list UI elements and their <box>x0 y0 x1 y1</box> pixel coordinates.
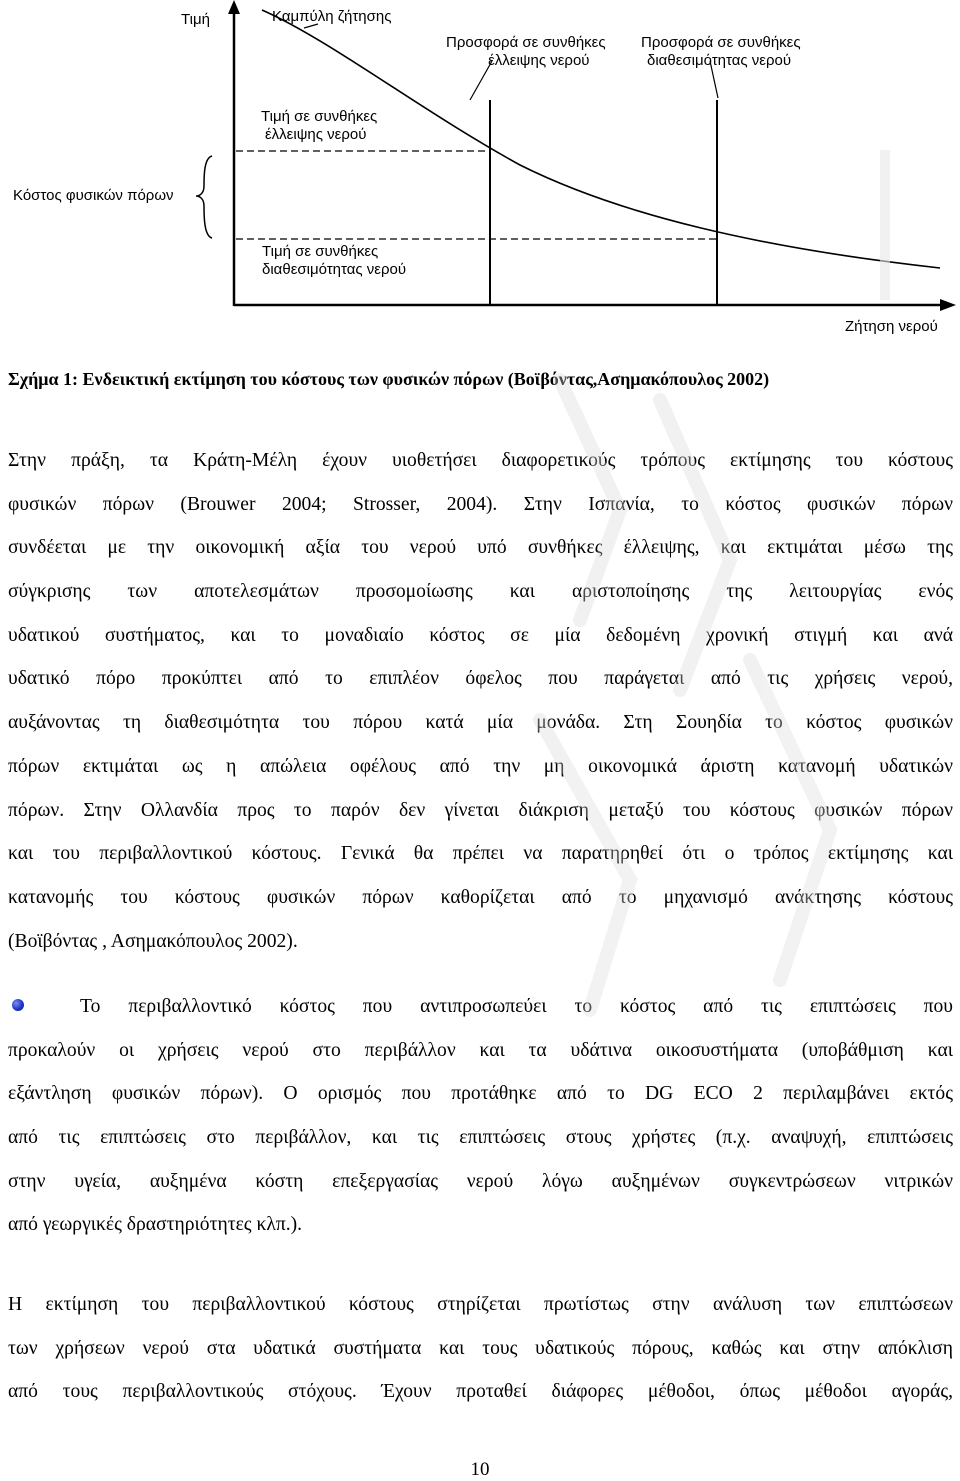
paragraph-line: Στην πράξη, τα Κράτη-Μέλη έχουν υιοθετήσει διαφορετικούς τρόπους εκτίμησης του κόστους <box>8 450 953 471</box>
paragraph-line: υδατικού συστήματος, και το μοναδιαίο κόστος σε μία δεδομένη χρονική στιγμή και ανά <box>8 624 953 646</box>
supply-availability-label: Προσφορά σε συνθήκες διαθεσιμότητας νερού <box>641 34 801 69</box>
paragraph-1 <box>8 439 953 963</box>
paragraph-line: από τους περιβαλλοντικούς στόχους. Έχουν προταθεί διάφορες μέθοδοι, όπως μέθοδοι αγοράς, <box>8 1381 953 1403</box>
paragraph-line: των χρήσεων νερού στα υδατικά συστήματα και τους υδατικούς πόρους, καθώς και στην απόκλιση <box>8 1337 953 1359</box>
paragraph-line: κατανομής του κόστους φυσικών πόρων καθορίζεται από το μηχανισμό ανάκτησης κόστους <box>8 886 953 908</box>
paragraph-line: από τις επιπτώσεις στο περιβάλλον, και τις επιπτώσεις στους χρήστες (π.χ. αναψυχή, επιπτώσεις <box>8 1127 953 1149</box>
paragraph-line: σύγκρισης των αποτελεσμάτων προσομοίωσης και αριστοποίησης της λειτουργίας ενός <box>8 581 953 603</box>
x-axis-arrow <box>940 299 956 311</box>
paragraph-line: προκαλούν οι χρήσεις νερού στο περιβάλλον και τα υδάτινα οικοσυστήματα (υποβάθμιση και <box>8 1039 953 1061</box>
paragraph-line: συνδέεται με την οικονομική αξία του νερού υπό συνθήκες έλλειψης, και εκτιμάται μέσω της <box>8 537 953 559</box>
paragraph-line: εξάντληση φυσικών πόρων). Ο ορισμός που προτάθηκε από το DG ECO 2 περιλαμβάνει εκτός <box>8 1083 953 1105</box>
price-scarcity-label: Τιμή σε συνθήκες έλλειψης νερού <box>261 108 378 143</box>
supply-scarcity-label: Προσφορά σε συνθήκες έλλειψης νερού <box>446 34 606 69</box>
resource-cost-label: Κόστος φυσικών πόρων <box>13 187 174 204</box>
paragraph-line: υδατικό πόρο προκύπτει από το επιπλέον όφελος που παράγεται από τις χρήσεις νερού, <box>8 668 953 690</box>
scan-artifact <box>880 150 890 300</box>
y-axis-label: Τιμή <box>181 11 210 28</box>
demand-curve-label: Καμπύλη ζήτησης <box>272 8 392 25</box>
paragraph-line: φυσικών πόρων (Brouwer 2004; Strosser, 2004). Στην Ισπανία, το κόστος φυσικών πόρων <box>8 493 953 515</box>
paragraph-line: αυξάνοντας τη διαθεσιμότητα του πόρου κατά μία μονάδα. Στη Σουηδία το κόστος φυσικών <box>8 712 953 734</box>
y-axis-arrow <box>228 0 240 14</box>
figure-caption: Σχήμα 1: Ενδεικτική εκτίμηση του κόστους των φυσικών πόρων (Βοϊβόντας,Ασημακόπουλος 2002) <box>8 369 770 389</box>
paragraph-line: πόρων. Στην Ολλανδία προς το παρόν δεν γίνεται διάκριση μεταξύ του κόστους φυσικών πόρων <box>8 799 953 821</box>
x-axis-label: Ζήτηση νερού <box>845 318 938 335</box>
paragraph-line: και του περιβαλλοντικού κόστους. Γενικά θα πρέπει να παρατηρηθεί ότι ο τρόπος εκτίμησης και <box>8 843 953 865</box>
demand-curve-figure <box>0 0 960 345</box>
paragraph-2 <box>8 985 953 1247</box>
paragraph-3 <box>8 1283 953 1414</box>
paragraph-line: από γεωργικές δραστηριότητες κλπ.). <box>8 1214 303 1236</box>
paragraph-line: Το περιβαλλοντικό κόστος που αντιπροσωπεύει το κόστος από τις επιπτώσεις που <box>80 996 953 1017</box>
paragraph-line: Η εκτίμηση του περιβαλλοντικού κόστους στηρίζεται πρωτίστως στην ανάλυση των επιπτώσεων <box>8 1294 953 1315</box>
page-number: 10 <box>470 1459 490 1480</box>
paragraph-line: (Βοϊβόντας , Ασημακόπουλος 2002). <box>8 930 298 952</box>
price-availability-label: Τιμή σε συνθήκες διαθεσιμότητας νερού <box>262 243 407 278</box>
brace <box>196 156 212 238</box>
paragraph-line: πόρων εκτιμάται ως η απώλεια οφέλους από την μη οικονομικά άριστη κατανομή υδατικών <box>8 755 953 777</box>
paragraph-line: στην υγεία, αυξημένα κόστη επεξεργασίας νερού λόγω αυξημένων συγκεντρώσεων νιτρικών <box>8 1170 953 1192</box>
